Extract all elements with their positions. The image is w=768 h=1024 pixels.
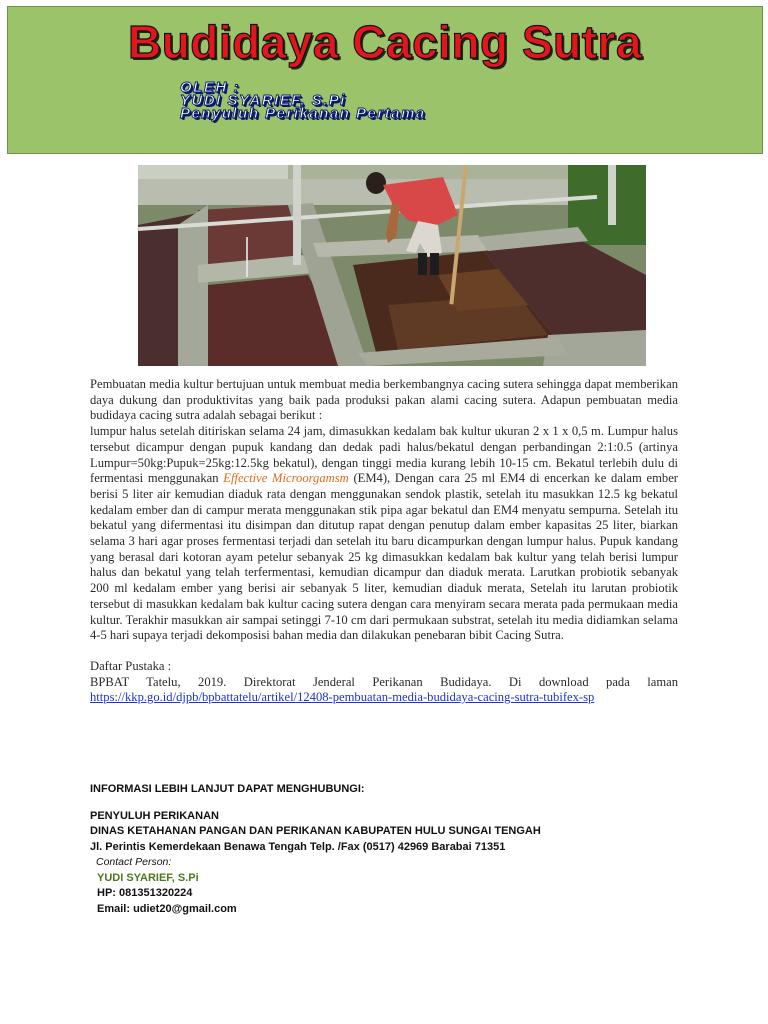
article-body (90, 377, 678, 706)
worm-culture-photo (138, 165, 646, 366)
procedure-paragraph (90, 424, 678, 644)
header-banner (7, 6, 763, 154)
contact-section (90, 782, 710, 917)
contact-person-label (96, 855, 710, 871)
intro-paragraph: Pembuatan media kultur bertujuan untuk membuat media berkembangnya cacing sutera sehingga dapat memberikan daya dukung dan produktivitas yang baik pada produksi pakan alami cacing sutera. Adapun pembuatan media budidaya cacing sutra adalah sebagai berikut : (90, 377, 678, 423)
procedure-text: lumpur halus setelah ditiriskan selama 24 jam, dimasukkan kedalam bak kultur ukuran 2 x 1 x 0,5 m. Lumpur halus tersebut dicampur dengan pupuk kandang dan dedak padi halus/bekatul dengan perbandingan 2:1:0.5 (artinya Lumpur=50kg:Pupuk=25kg:12.5kg bekatul), dengan tinggi media kurang lebih 10-15 cm. Bekatul terlebih dulu di fermentasi menggunakan (90, 424, 678, 486)
document-title: Budidaya Cacing Sutra (127, 16, 643, 68)
reference-entry (90, 675, 678, 706)
byline-line: OLEH : (180, 79, 240, 96)
procedure-text-continued: (EM4), Dengan cara 25 ml EM4 di encerkan ke dalam ember berisi 5 liter air kemudian diaduk rata dengan menggunakan sendok plastik, setelah itu masukkan 12.5 kg bekatul kedalam ember dan di campur merata menggunakan stik pipa agar bekatul dan EM4 menyatu sempurna. Setelah itu bekatul yang difermentasi itu disimpan dan ditutup rapat dengan penutup dalam ember kapasitas 25 liter, biarkan selama 3 hari agar proses fermentasi terjadi dan setelah itu baru dicampurkan dengan lumpur halus. Pupuk kandang yang berasal dari kotoran ayam petelur sebanyak 25 kg dimasukkan kedalam bak kultur yang telah berisi lumpur halus dan bekatul yang telah terfermentasi, kemudian dicampur dan diaduk merata. Larutkan probiotik sebanyak 200 ml kedalam ember yang berisi air sebanyak 5 liter, kemudian diaduk merata, Setelah itu larutan probiotik tersebut di masukkan kedalam bak kultur cacing sutera dengan cara menyiram secara merata pada permukaan media kultur. Terakhir masukkan air sampai setinggi 7-10 cm dari permukaan substrat, setelah itu media didiamkan selama 4-5 hari supaya terjadi dekomposisi bahan media dan dilakukan penebaran bibit Cacing Sutra. (90, 471, 678, 643)
contact-person-name: YUDI SYARIEF, S.Pi (97, 871, 199, 884)
organization-name: PENYULUH PERIKANAN (90, 809, 219, 822)
contact-email: Email: udiet20@gmail.com (97, 902, 237, 915)
byline-line: YUDI SYARIEF, S.Pi (180, 92, 346, 109)
agency-name: DINAS KETAHANAN PANGAN DAN PERIKANAN KABUPATEN HULU SUNGAI TENGAH (90, 825, 541, 837)
contact-person-label-text: Contact Person (96, 856, 169, 868)
contact-person-colon: : (168, 856, 172, 868)
contact-heading: INFORMASI LEBIH LANJUT DAPAT MENGHUBUNGI: (90, 783, 365, 795)
em4-term: Effective Microorgamsm (223, 471, 349, 486)
contact-phone: HP: 081351320224 (97, 887, 193, 899)
references-heading: Daftar Pustaka : (90, 658, 172, 673)
author-byline (180, 81, 426, 120)
reference-link[interactable]: https://kkp.go.id/djpb/bpbattatelu/artikel/12408-pembuatan-media-budidaya-cacing-sutra-tubifex-sp (90, 690, 595, 705)
reference-text: BPBAT Tatelu, 2019. Direktorat Jenderal Perikanan Budidaya. Di download pada laman (90, 674, 678, 689)
agency-address: Jl. Perintis Kemerdekaan Benawa Tengah Telp. /Fax (0517) 42969 Barabai 71351 (90, 840, 506, 853)
byline-line: Penyuluh Perikanan Pertama (180, 105, 426, 122)
